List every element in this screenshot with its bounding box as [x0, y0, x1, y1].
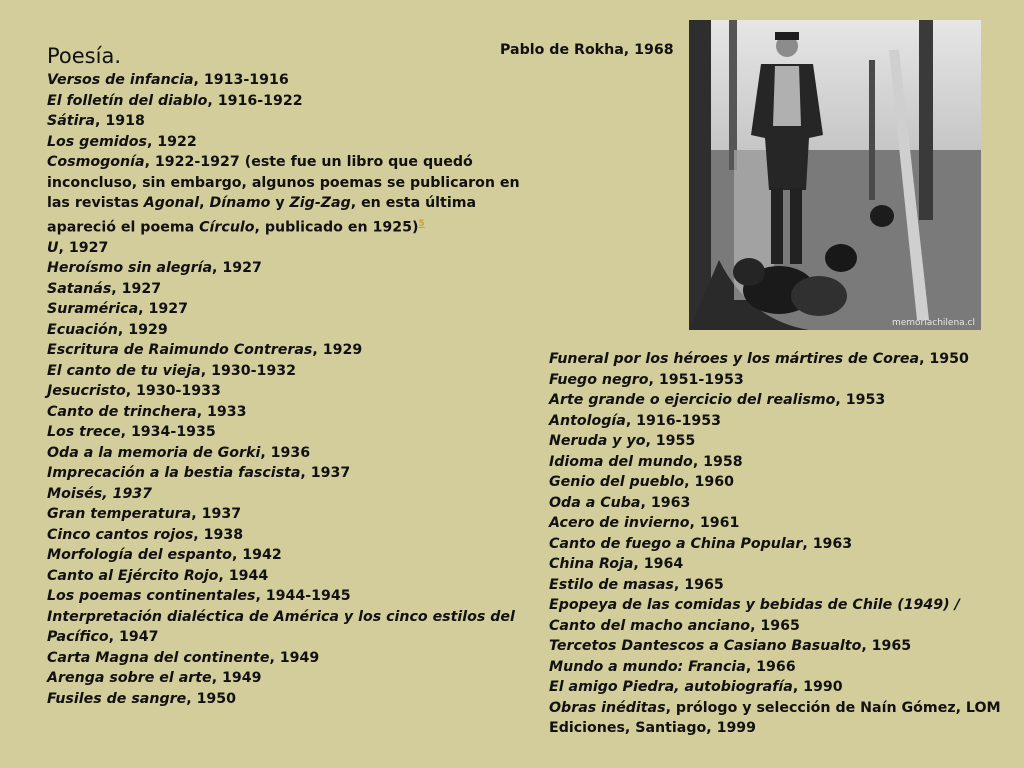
work-details: , 1934-1935: [120, 424, 216, 441]
work-details: , 1927: [111, 280, 162, 297]
works-list-left: [47, 70, 527, 709]
work-details: , publicado en 1925): [254, 219, 419, 236]
work-details: , 1942: [231, 547, 282, 564]
work-details: , 1949: [211, 670, 262, 687]
work-details: , 1922-1927 (este fue un libro que quedó inconcluso, sin embargo, algunos poemas se publicaron en las revistas: [47, 154, 520, 211]
list-item: [47, 132, 527, 153]
list-item: [549, 349, 1004, 370]
list-item: [47, 91, 527, 112]
work-title: Tercetos Dantescos a Casiano Basualto: [549, 638, 862, 654]
list-item: [47, 279, 527, 300]
list-item: [47, 340, 527, 361]
author-photo-image: [689, 20, 981, 330]
work-details: , prólogo y selección de Naín Gómez, LOM Ediciones, Santiago, 1999: [549, 699, 1001, 736]
list-item: [47, 566, 527, 587]
list-item: [549, 370, 1004, 391]
list-item: [47, 258, 527, 279]
work-details: , 1963: [640, 494, 691, 511]
work-title: Canto al Ejército Rojo: [47, 567, 219, 584]
work-title: El canto de tu vieja: [47, 362, 201, 379]
work-details: , 1950: [186, 690, 237, 707]
work-title: Antología: [549, 412, 626, 429]
work-title: Dínamo: [209, 195, 271, 211]
list-item: [47, 689, 527, 710]
list-item: [47, 484, 527, 505]
photo-watermark: memoriachilena.cl: [891, 318, 975, 328]
work-details: , 1930-1932: [200, 362, 296, 379]
photo-caption: Pablo de Rokha, 1968: [500, 42, 674, 58]
work-title: Satanás: [47, 280, 112, 297]
work-title: Mundo a mundo: Francia: [549, 658, 746, 675]
work-title: Moisés, 1937: [47, 485, 153, 502]
work-title: Estilo de masas: [549, 576, 674, 593]
work-details: , 1949: [269, 649, 320, 666]
work-details: , 1958: [692, 453, 743, 470]
list-item: [47, 443, 527, 464]
list-item: [47, 70, 527, 91]
work-details: , en esta última apareció el poema: [47, 195, 477, 236]
work-details: , 1950: [919, 351, 969, 367]
work-title: Imprecación a la bestia fascista: [47, 465, 301, 482]
work-title: Jesucristo: [47, 383, 126, 400]
work-details: , 1916-1953: [625, 412, 722, 429]
work-details: , 1963: [802, 535, 853, 552]
work-title: Canto de fuego a China Popular: [549, 535, 803, 552]
work-details: , 1936: [260, 444, 311, 461]
list-item: [549, 554, 1004, 575]
work-details: , 1944-1945: [255, 588, 351, 605]
work-title: U: [47, 239, 59, 256]
work-details: , 1947: [108, 629, 159, 646]
list-item: [47, 111, 527, 132]
section-heading: Poesía.: [47, 44, 122, 68]
list-item: [549, 657, 1004, 678]
work-title: Suramérica: [47, 301, 139, 318]
work-title: Funeral por los héroes y los mártires de Corea: [549, 351, 920, 367]
work-details: , 1922: [146, 133, 197, 150]
list-item: [47, 545, 527, 566]
list-item: [47, 320, 527, 341]
work-title: Cosmogonía: [47, 154, 145, 170]
list-item: [549, 677, 1004, 698]
work-details: , 1927: [212, 260, 262, 277]
list-item: [549, 575, 1004, 596]
work-title: Interpretación dialéctica de América y los cinco estilos del Pacífico: [47, 608, 515, 646]
list-item: [549, 636, 1004, 657]
works-list-right: [549, 349, 1004, 739]
list-item: [47, 299, 527, 320]
work-details: , 1927: [58, 239, 109, 256]
list-item: [47, 463, 527, 484]
list-item: [47, 381, 527, 402]
work-title: Cinco cantos rojos: [47, 526, 194, 543]
work-title: Los trece: [47, 424, 121, 441]
work-details: , 1961: [689, 515, 740, 531]
work-details: , 1960: [684, 474, 734, 490]
list-item: [549, 534, 1004, 555]
work-title: Fusiles de sangre: [47, 690, 187, 707]
work-title: Escritura de Raimundo Contreras: [47, 342, 313, 359]
work-title: Arenga sobre el arte: [47, 670, 212, 687]
work-details: , 1965: [673, 576, 724, 593]
list-item: [549, 452, 1004, 473]
list-item: [549, 390, 1004, 411]
work-title: Canto de trinchera: [47, 403, 197, 420]
list-item: [549, 411, 1004, 432]
work-title: Obras inéditas: [549, 699, 666, 716]
work-title: Oda a Cuba: [549, 494, 641, 511]
work-title: Zig-Zag: [289, 195, 351, 211]
work-title: Genio del pueblo: [549, 474, 685, 490]
list-item: [549, 493, 1004, 514]
work-details: , 1930-1933: [125, 383, 221, 400]
work-details: , 1933: [196, 403, 247, 420]
work-title: Sátira: [47, 113, 96, 129]
work-title: El amigo Piedra, autobiografía: [549, 679, 793, 695]
work-details: , 1990: [792, 679, 843, 695]
work-details: , 1966: [745, 658, 796, 675]
work-title: China Roja: [549, 556, 634, 572]
work-details: , 1937: [191, 506, 242, 523]
work-details: , 1965: [861, 638, 912, 654]
work-details: , 1951-1953: [648, 371, 744, 388]
list-item: [47, 525, 527, 546]
work-details: , 1964: [633, 556, 684, 572]
list-item: [47, 504, 527, 525]
work-title: Ecuación: [47, 321, 118, 338]
list-item: [47, 361, 527, 382]
work-title: El folletín del diablo: [47, 92, 208, 109]
work-details: , 1953: [835, 392, 886, 408]
work-details: , 1916-1922: [207, 92, 303, 109]
work-title: Oda a la memoria de Gorki: [47, 444, 261, 461]
list-item: [47, 238, 527, 259]
list-item: [549, 472, 1004, 493]
work-title: Fuego negro: [549, 371, 649, 388]
work-title: Heroísmo sin alegría: [47, 260, 213, 277]
list-item: [549, 513, 1004, 534]
work-title: Morfología del espanto: [47, 547, 232, 564]
list-item: [47, 668, 527, 689]
work-details: y: [270, 195, 290, 211]
work-title: Acero de invierno: [549, 515, 690, 531]
list-item: [47, 152, 527, 238]
work-details: , 1929: [117, 321, 168, 338]
work-details: , 1937: [300, 465, 351, 482]
work-title: Círculo: [199, 219, 255, 236]
list-item: [549, 698, 1004, 739]
work-title: Los gemidos: [47, 133, 147, 150]
work-details: , 1918: [95, 113, 145, 129]
work-title: Arte grande o ejercicio del realismo: [549, 392, 836, 408]
work-title: Carta Magna del continente: [47, 649, 270, 666]
work-details: , 1944: [218, 567, 269, 584]
work-details: , 1913-1916: [193, 72, 289, 88]
work-title: Idioma del mundo: [549, 453, 693, 470]
work-title: Los poemas continentales: [47, 588, 256, 605]
work-details: , 1927: [138, 301, 188, 318]
work-details: , 1929: [312, 342, 363, 359]
work-details: , 1938: [193, 526, 244, 543]
work-title: Neruda y yo: [549, 433, 646, 449]
list-item: [47, 586, 527, 607]
work-title: Versos de infancia: [47, 72, 194, 88]
work-title: Gran temperatura: [47, 506, 192, 523]
list-item: [47, 648, 527, 669]
work-details: ,: [199, 195, 210, 211]
list-item: [549, 595, 1004, 636]
author-photo: [689, 20, 981, 330]
list-item: [47, 607, 527, 648]
work-details: , 1955: [645, 433, 696, 449]
work-details: , 1965: [750, 617, 800, 634]
footnote-link[interactable]: 5: [418, 218, 425, 229]
list-item: [47, 402, 527, 423]
list-item: [549, 431, 1004, 452]
list-item: [47, 422, 527, 443]
work-title: Epopeya de las comidas y bebidas de Chile (1949) / Canto del macho anciano: [549, 597, 960, 634]
work-title: Agonal: [143, 195, 200, 211]
